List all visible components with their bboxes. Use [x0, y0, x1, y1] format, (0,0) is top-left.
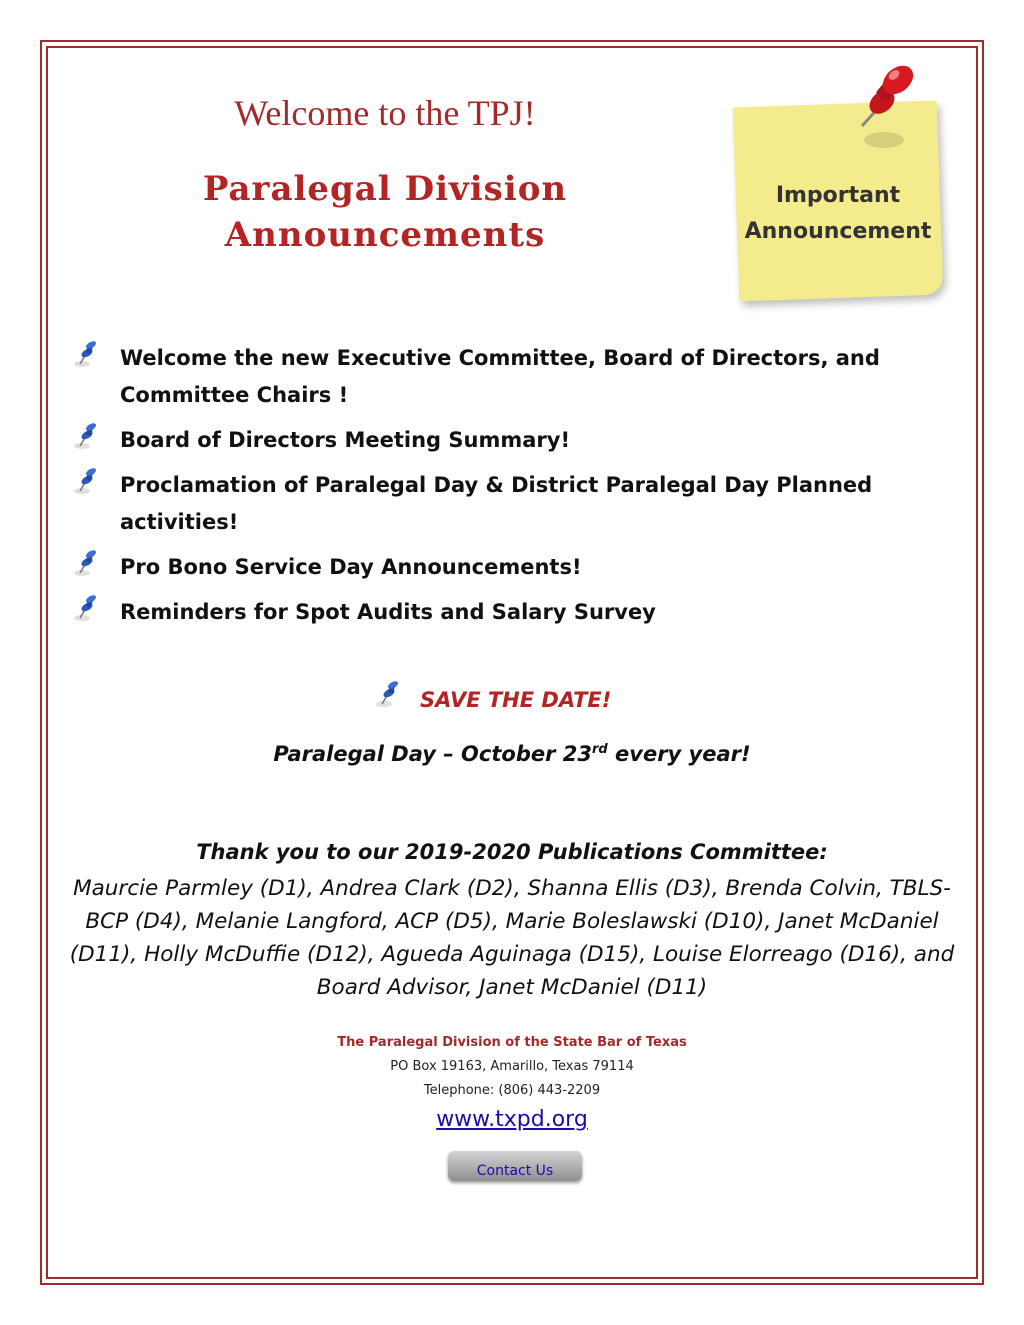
announcement-item — [72, 549, 972, 586]
announcement-text: Board of Directors Meeting Summary! — [120, 428, 571, 452]
announcement-list — [72, 340, 972, 631]
paralegal-day-rest: every year! — [607, 742, 751, 766]
division-title — [130, 166, 640, 258]
welcome-title: Welcome to the TPJ! — [234, 93, 536, 133]
committee-heading: Thank you to our 2019-2020 Publications Committee: — [196, 840, 828, 864]
announcement-item — [72, 594, 972, 631]
division-title-line2: Announcements — [224, 215, 546, 255]
announcement-item — [72, 467, 972, 541]
footer-telephone: Telephone: (806) 443-2209 — [423, 1083, 601, 1098]
pushpin-icon — [374, 680, 404, 710]
save-the-date — [360, 680, 660, 720]
paralegal-day-prefix: Paralegal Day – October 23 — [273, 742, 592, 766]
announcement-text: Welcome the new Executive Committee, Board of Directors, and Committee Chairs ! — [120, 346, 880, 407]
pushpin-icon — [72, 340, 102, 370]
division-title-line1: Paralegal Division — [202, 169, 568, 209]
paralegal-day-ordinal: rd — [592, 742, 608, 757]
committee-members: Maurcie Parmley (D1), Andrea Clark (D2), Shanna Ellis (D3), Brenda Colvin, TBLS-BCP (D4), Melanie Langford, ACP (D5), Marie Boleslawski (D10), Janet McDaniel (D11), Holly McDuffie (D12), Agueda Aguinaga (D15), Louise Elorreago (D16), and Board Advisor, Janet McDaniel (D11) — [69, 876, 955, 1000]
announcement-text: Pro Bono Service Day Announcements! — [120, 555, 582, 579]
announcement-item — [72, 340, 972, 414]
red-pushpin-icon — [832, 62, 922, 162]
footer-address: PO Box 19163, Amarillo, Texas 79114 — [390, 1059, 634, 1074]
pushpin-icon — [72, 467, 102, 497]
announcement-text: Reminders for Spot Audits and Salary Survey — [120, 600, 656, 624]
sticky-note-text — [732, 178, 944, 250]
important-announcement-note — [732, 96, 944, 302]
contact-us-button[interactable] — [448, 1151, 582, 1181]
sticky-note-line2: Announcement — [744, 219, 932, 244]
footer-organization: The Paralegal Division of the State Bar of Texas — [337, 1035, 687, 1050]
footer-website — [0, 1107, 1024, 1132]
announcement-item — [72, 422, 972, 459]
paralegal-day-line — [0, 742, 1024, 766]
contact-us-label: Contact Us — [476, 1163, 554, 1179]
pushpin-icon — [72, 549, 102, 579]
save-the-date-label: SAVE THE DATE! — [420, 688, 612, 712]
website-link[interactable]: www.txpd.org — [436, 1107, 588, 1132]
sticky-note-line1: Important — [775, 183, 901, 208]
pushpin-icon — [72, 422, 102, 452]
announcement-text: Proclamation of Paralegal Day & District Paralegal Day Planned activities! — [120, 473, 873, 534]
pushpin-icon — [72, 594, 102, 624]
